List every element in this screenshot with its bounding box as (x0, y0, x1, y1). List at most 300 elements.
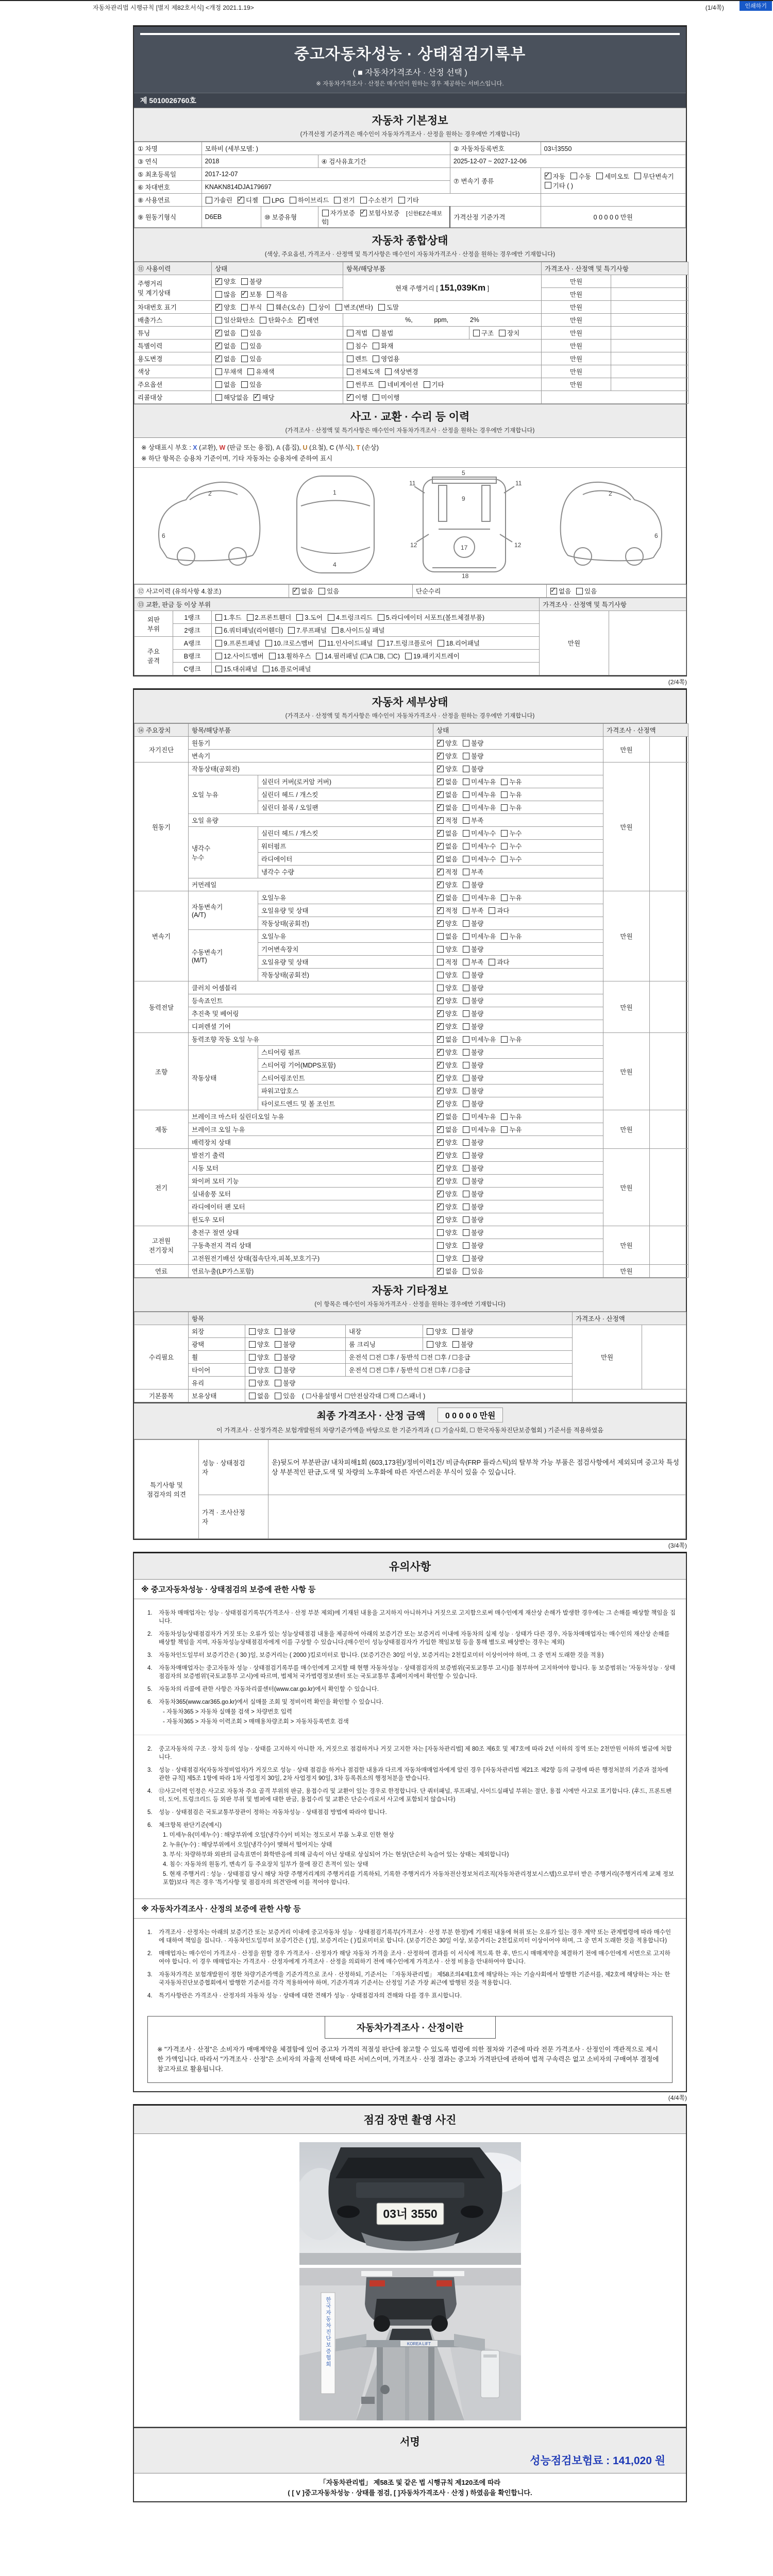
check-option[interactable] (346, 380, 374, 389)
check-option[interactable] (309, 302, 330, 312)
checkbox-icon[interactable] (550, 588, 557, 595)
check-option[interactable] (247, 367, 274, 376)
checkbox-icon[interactable] (241, 381, 248, 388)
checkbox-icon[interactable] (463, 1216, 469, 1223)
check-option[interactable] (437, 638, 480, 648)
check-option[interactable] (372, 341, 393, 350)
check-option[interactable] (436, 803, 458, 812)
checkbox-icon[interactable] (499, 330, 506, 336)
checkbox-icon[interactable] (463, 946, 469, 953)
checkbox-icon[interactable] (463, 856, 469, 862)
check-option[interactable] (248, 1378, 270, 1387)
checkbox-icon[interactable] (290, 197, 296, 204)
checkbox-icon[interactable] (437, 907, 444, 914)
checkbox-icon[interactable] (463, 1152, 469, 1159)
checkbox-icon[interactable] (247, 368, 254, 375)
checkbox-icon[interactable] (463, 830, 469, 837)
checkbox-icon[interactable] (215, 343, 222, 349)
checkbox-icon[interactable] (378, 640, 384, 647)
checkbox-icon[interactable] (437, 1152, 444, 1159)
checkbox-icon[interactable] (437, 1075, 444, 1081)
checkbox-icon[interactable] (437, 1036, 444, 1043)
checkbox-icon[interactable] (360, 210, 367, 216)
check-option[interactable] (215, 367, 242, 376)
check-option[interactable] (265, 638, 314, 648)
checkbox-icon[interactable] (576, 588, 583, 595)
checkbox-icon[interactable] (241, 330, 248, 336)
check-option[interactable] (248, 1391, 270, 1400)
check-option[interactable] (215, 302, 236, 312)
checkbox-icon[interactable] (335, 304, 342, 311)
checkbox-icon[interactable] (437, 791, 444, 798)
check-option[interactable] (333, 195, 355, 205)
check-option[interactable] (405, 651, 460, 660)
check-option[interactable] (215, 315, 255, 325)
check-option[interactable] (462, 1266, 483, 1276)
check-option[interactable] (436, 1099, 458, 1108)
checkbox-icon[interactable] (405, 653, 412, 659)
check-option[interactable] (550, 586, 571, 596)
checkbox-icon[interactable] (501, 1113, 508, 1120)
check-option[interactable] (288, 625, 327, 635)
checkbox-icon[interactable] (463, 1075, 469, 1081)
checkbox-icon[interactable] (275, 1354, 281, 1361)
check-option[interactable] (248, 1327, 270, 1336)
check-option[interactable] (634, 172, 674, 181)
checkbox-icon[interactable] (319, 640, 326, 647)
check-option[interactable] (398, 195, 419, 205)
check-option[interactable] (436, 854, 458, 863)
check-option[interactable] (436, 906, 458, 915)
check-option[interactable] (346, 393, 367, 402)
checkbox-icon[interactable] (269, 653, 276, 659)
checkbox-icon[interactable] (437, 882, 444, 888)
checkbox-icon[interactable] (437, 920, 444, 927)
check-option[interactable] (360, 195, 393, 205)
checkbox-icon[interactable] (241, 278, 248, 285)
check-option[interactable] (274, 1365, 295, 1375)
checkbox-icon[interactable] (501, 791, 508, 798)
check-option[interactable] (452, 1340, 473, 1349)
check-option[interactable] (436, 764, 458, 773)
check-option[interactable] (436, 816, 458, 825)
check-option[interactable] (462, 931, 496, 941)
check-option[interactable] (462, 738, 483, 748)
checkbox-icon[interactable] (463, 907, 469, 914)
check-option[interactable] (322, 208, 355, 217)
check-option[interactable] (462, 1150, 483, 1160)
check-option[interactable] (289, 195, 329, 205)
check-option[interactable] (500, 1112, 522, 1121)
checkbox-icon[interactable] (267, 291, 274, 298)
check-option[interactable] (436, 880, 458, 889)
checkbox-icon[interactable] (463, 804, 469, 811)
checkbox-icon[interactable] (463, 959, 469, 965)
checkbox-icon[interactable] (463, 882, 469, 888)
check-option[interactable] (473, 328, 494, 337)
checkbox-icon[interactable] (463, 1165, 469, 1172)
check-option[interactable] (436, 957, 458, 967)
check-option[interactable] (426, 1340, 447, 1349)
checkbox-icon[interactable] (265, 640, 272, 647)
check-option[interactable] (315, 651, 400, 660)
checkbox-icon[interactable] (241, 343, 248, 349)
checkbox-icon[interactable] (463, 1036, 469, 1043)
checkbox-icon[interactable] (473, 330, 480, 336)
checkbox-icon[interactable] (437, 1165, 444, 1172)
check-option[interactable] (298, 315, 319, 325)
check-option[interactable] (436, 1060, 458, 1070)
check-option[interactable] (436, 1215, 458, 1224)
checkbox-icon[interactable] (463, 1268, 469, 1275)
check-option[interactable] (215, 664, 258, 673)
checkbox-icon[interactable] (437, 1139, 444, 1146)
check-option[interactable] (462, 893, 496, 902)
check-option[interactable] (377, 613, 484, 622)
checkbox-icon[interactable] (241, 355, 248, 362)
check-option[interactable] (241, 341, 262, 350)
checkbox-icon[interactable] (634, 173, 641, 179)
checkbox-icon[interactable] (437, 1216, 444, 1223)
checkbox-icon[interactable] (316, 653, 323, 659)
checkbox-icon[interactable] (328, 614, 334, 621)
check-option[interactable] (500, 841, 522, 851)
checkbox-icon[interactable] (437, 972, 444, 978)
checkbox-icon[interactable] (463, 1113, 469, 1120)
checkbox-icon[interactable] (463, 933, 469, 940)
checkbox-icon[interactable] (437, 1023, 444, 1030)
check-option[interactable] (241, 290, 262, 299)
checkbox-icon[interactable] (437, 843, 444, 850)
checkbox-icon[interactable] (501, 1126, 508, 1133)
check-option[interactable] (372, 393, 399, 402)
checkbox-icon[interactable] (463, 1255, 469, 1262)
checkbox-icon[interactable] (293, 588, 299, 595)
check-option[interactable] (462, 764, 483, 773)
checkbox-icon[interactable] (452, 1341, 459, 1348)
check-option[interactable] (462, 1189, 483, 1198)
checkbox-icon[interactable] (463, 1204, 469, 1210)
check-option[interactable] (377, 638, 432, 648)
check-option[interactable] (544, 172, 565, 181)
check-option[interactable] (436, 1073, 458, 1082)
check-option[interactable] (462, 828, 496, 838)
checkbox-icon[interactable] (437, 1229, 444, 1236)
check-option[interactable] (462, 983, 483, 992)
checkbox-icon[interactable] (437, 766, 444, 772)
check-option[interactable] (292, 586, 313, 596)
checkbox-icon[interactable] (215, 381, 222, 388)
checkbox-icon[interactable] (288, 627, 295, 634)
checkbox-icon[interactable] (241, 304, 248, 311)
checkbox-icon[interactable] (215, 614, 222, 621)
check-option[interactable] (436, 970, 458, 979)
check-option[interactable] (372, 328, 393, 337)
checkbox-icon[interactable] (275, 1328, 281, 1335)
checkbox-icon[interactable] (215, 278, 222, 285)
checkbox-icon[interactable] (489, 907, 495, 914)
checkbox-icon[interactable] (463, 1100, 469, 1107)
check-option[interactable] (462, 1060, 483, 1070)
checkbox-icon[interactable] (463, 740, 469, 747)
checkbox-icon[interactable] (501, 894, 508, 901)
checkbox-icon[interactable] (238, 197, 244, 204)
checkbox-icon[interactable] (215, 368, 222, 375)
checkbox-icon[interactable] (463, 985, 469, 991)
check-option[interactable] (436, 828, 458, 838)
check-option[interactable] (462, 854, 496, 863)
check-option[interactable] (576, 586, 597, 596)
check-option[interactable] (436, 1112, 458, 1121)
checkbox-icon[interactable] (437, 1255, 444, 1262)
check-option[interactable] (544, 181, 573, 190)
check-option[interactable] (331, 625, 384, 635)
checkbox-icon[interactable] (437, 753, 444, 759)
check-option[interactable] (436, 1202, 458, 1211)
checkbox-icon[interactable] (501, 830, 508, 837)
check-option[interactable] (241, 277, 262, 286)
checkbox-icon[interactable] (263, 666, 270, 672)
checkbox-icon[interactable] (463, 1139, 469, 1146)
check-option[interactable] (462, 1035, 496, 1044)
checkbox-icon[interactable] (437, 959, 444, 965)
checkbox-icon[interactable] (310, 304, 316, 311)
check-option[interactable] (596, 172, 629, 181)
check-option[interactable] (436, 1150, 458, 1160)
check-option[interactable] (205, 195, 232, 205)
check-option[interactable] (462, 1138, 483, 1147)
checkbox-icon[interactable] (378, 614, 384, 621)
checkbox-icon[interactable] (347, 381, 354, 388)
check-option[interactable] (436, 1266, 458, 1276)
check-option[interactable] (436, 1228, 458, 1237)
check-option[interactable] (500, 790, 522, 799)
checkbox-icon[interactable] (215, 330, 222, 336)
check-option[interactable] (462, 1009, 483, 1018)
check-option[interactable] (462, 944, 483, 954)
checkbox-icon[interactable] (463, 894, 469, 901)
checkbox-icon[interactable] (215, 317, 222, 324)
checkbox-icon[interactable] (296, 614, 303, 621)
check-option[interactable] (462, 906, 483, 915)
check-option[interactable] (246, 613, 292, 622)
checkbox-icon[interactable] (249, 1380, 256, 1386)
checkbox-icon[interactable] (385, 368, 392, 375)
check-option[interactable] (500, 777, 522, 786)
checkbox-icon[interactable] (463, 1229, 469, 1236)
checkbox-icon[interactable] (463, 1062, 469, 1069)
checkbox-icon[interactable] (437, 1049, 444, 1056)
check-option[interactable] (500, 893, 522, 902)
checkbox-icon[interactable] (275, 1393, 281, 1399)
checkbox-icon[interactable] (501, 933, 508, 940)
check-option[interactable] (327, 613, 373, 622)
check-option[interactable] (436, 1253, 458, 1263)
checkbox-icon[interactable] (596, 173, 603, 179)
checkbox-icon[interactable] (437, 946, 444, 953)
checkbox-icon[interactable] (501, 843, 508, 850)
check-option[interactable] (274, 1340, 295, 1349)
check-option[interactable] (436, 996, 458, 1005)
check-option[interactable] (215, 380, 236, 389)
check-option[interactable] (436, 1086, 458, 1095)
checkbox-icon[interactable] (298, 317, 305, 324)
checkbox-icon[interactable] (347, 394, 354, 401)
checkbox-icon[interactable] (463, 869, 469, 875)
check-option[interactable] (488, 906, 509, 915)
check-option[interactable] (462, 1125, 496, 1134)
checkbox-icon[interactable] (463, 920, 469, 927)
checkbox-icon[interactable] (463, 753, 469, 759)
check-option[interactable] (462, 1086, 483, 1095)
checkbox-icon[interactable] (249, 1367, 256, 1374)
checkbox-icon[interactable] (318, 588, 325, 595)
check-option[interactable] (215, 277, 236, 286)
check-option[interactable] (241, 380, 262, 389)
checkbox-icon[interactable] (437, 1242, 444, 1249)
checkbox-icon[interactable] (215, 394, 222, 401)
check-option[interactable] (318, 638, 373, 648)
check-option[interactable] (274, 1352, 295, 1362)
checkbox-icon[interactable] (437, 1088, 444, 1094)
check-option[interactable] (436, 751, 458, 760)
check-option[interactable] (498, 328, 519, 337)
check-option[interactable] (462, 816, 483, 825)
checkbox-icon[interactable] (260, 317, 266, 324)
check-option[interactable] (215, 328, 236, 337)
checkbox-icon[interactable] (263, 197, 270, 204)
checkbox-icon[interactable] (463, 1178, 469, 1184)
check-option[interactable] (452, 1327, 473, 1336)
check-option[interactable] (462, 1163, 483, 1173)
check-option[interactable] (462, 919, 483, 928)
check-option[interactable] (436, 983, 458, 992)
check-option[interactable] (241, 302, 262, 312)
print-button[interactable]: 인쇄하기 (740, 1, 772, 11)
check-option[interactable] (462, 1047, 483, 1057)
checkbox-icon[interactable] (463, 843, 469, 850)
checkbox-icon[interactable] (463, 1023, 469, 1030)
check-option[interactable] (266, 302, 305, 312)
check-option[interactable] (372, 354, 399, 363)
check-option[interactable] (436, 1022, 458, 1031)
checkbox-icon[interactable] (215, 355, 222, 362)
check-option[interactable] (462, 970, 483, 979)
check-option[interactable] (436, 944, 458, 954)
checkbox-icon[interactable] (463, 1242, 469, 1249)
check-option[interactable] (360, 208, 399, 217)
checkbox-icon[interactable] (501, 856, 508, 862)
checkbox-icon[interactable] (398, 197, 405, 204)
checkbox-icon[interactable] (427, 1341, 433, 1348)
check-option[interactable] (378, 302, 399, 312)
checkbox-icon[interactable] (332, 627, 339, 634)
checkbox-icon[interactable] (463, 778, 469, 785)
check-option[interactable] (346, 328, 367, 337)
checkbox-icon[interactable] (437, 856, 444, 862)
checkbox-icon[interactable] (249, 1328, 256, 1335)
check-option[interactable] (248, 1352, 270, 1362)
check-option[interactable] (462, 1176, 483, 1185)
check-option[interactable] (462, 790, 496, 799)
checkbox-icon[interactable] (334, 197, 341, 204)
check-option[interactable] (423, 380, 444, 389)
check-option[interactable] (262, 664, 311, 673)
checkbox-icon[interactable] (437, 1113, 444, 1120)
check-option[interactable] (462, 996, 483, 1005)
check-option[interactable] (500, 854, 522, 863)
checkbox-icon[interactable] (437, 804, 444, 811)
checkbox-icon[interactable] (437, 933, 444, 940)
checkbox-icon[interactable] (437, 1062, 444, 1069)
checkbox-icon[interactable] (463, 997, 469, 1004)
checkbox-icon[interactable] (267, 304, 274, 311)
check-option[interactable] (266, 290, 288, 299)
check-option[interactable] (500, 1125, 522, 1134)
checkbox-icon[interactable] (275, 1341, 281, 1348)
checkbox-icon[interactable] (463, 1088, 469, 1094)
checkbox-icon[interactable] (347, 355, 354, 362)
check-option[interactable] (215, 651, 264, 660)
check-option[interactable] (570, 172, 591, 181)
checkbox-icon[interactable] (437, 817, 444, 824)
checkbox-icon[interactable] (545, 173, 551, 179)
check-option[interactable] (436, 1035, 458, 1044)
check-option[interactable] (436, 777, 458, 786)
checkbox-icon[interactable] (360, 197, 367, 204)
checkbox-icon[interactable] (437, 894, 444, 901)
check-option[interactable] (241, 354, 262, 363)
checkbox-icon[interactable] (463, 817, 469, 824)
check-option[interactable] (462, 957, 483, 967)
check-option[interactable] (436, 1047, 458, 1057)
check-option[interactable] (462, 1022, 483, 1031)
check-option[interactable] (248, 1340, 270, 1349)
check-option[interactable] (500, 931, 522, 941)
check-option[interactable] (436, 738, 458, 748)
checkbox-icon[interactable] (463, 791, 469, 798)
checkbox-icon[interactable] (241, 291, 248, 298)
check-option[interactable] (253, 393, 274, 402)
check-option[interactable] (462, 1228, 483, 1237)
checkbox-icon[interactable] (437, 1100, 444, 1107)
checkbox-icon[interactable] (570, 173, 577, 179)
checkbox-icon[interactable] (501, 804, 508, 811)
check-option[interactable] (462, 1253, 483, 1263)
checkbox-icon[interactable] (437, 1126, 444, 1133)
check-option[interactable] (378, 380, 418, 389)
check-option[interactable] (384, 367, 418, 376)
check-option[interactable] (259, 315, 293, 325)
checkbox-icon[interactable] (215, 304, 222, 311)
check-option[interactable] (274, 1391, 295, 1400)
checkbox-icon[interactable] (424, 381, 430, 388)
checkbox-icon[interactable] (275, 1367, 281, 1374)
checkbox-icon[interactable] (463, 1191, 469, 1197)
check-option[interactable] (436, 867, 458, 876)
checkbox-icon[interactable] (437, 1191, 444, 1197)
check-option[interactable] (215, 354, 236, 363)
check-option[interactable] (274, 1327, 295, 1336)
check-option[interactable] (500, 1035, 522, 1044)
check-option[interactable] (248, 1365, 270, 1375)
checkbox-icon[interactable] (215, 653, 222, 659)
check-option[interactable] (488, 957, 509, 967)
checkbox-icon[interactable] (437, 985, 444, 991)
checkbox-icon[interactable] (437, 997, 444, 1004)
checkbox-icon[interactable] (215, 627, 222, 634)
check-option[interactable] (215, 625, 283, 635)
